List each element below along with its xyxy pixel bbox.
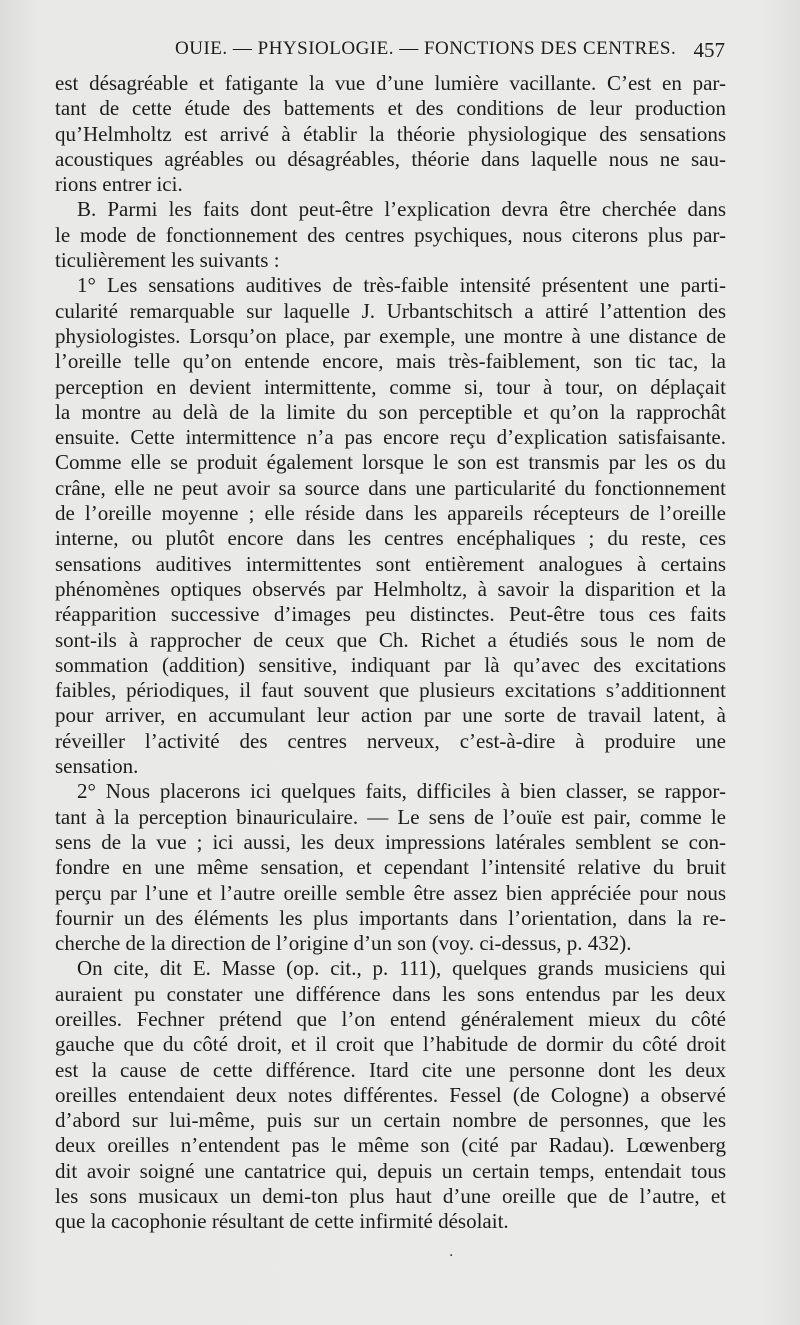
text-line: pour arriver, en accumulant leur action par une sorte de travail latent, à bbox=[55, 703, 726, 728]
text-line: crâne, elle ne peut avoir sa source dans une particularité du fonctionnement bbox=[55, 475, 726, 500]
text-line: sensations auditives intermittentes sont entièrement analogues à certains bbox=[55, 551, 726, 576]
text-line: fournir un des éléments les plus importants dans l’orientation, dans la re- bbox=[55, 905, 726, 930]
text-line: Comme elle se produit également lorsque le son est transmis par les os du bbox=[55, 450, 726, 475]
text-line: oreilles. Fechner prétend que l’on entend généralement mieux du côté bbox=[55, 1006, 726, 1031]
text-line: dit avoir soigné une cantatrice qui, depuis un certain temps, entendait tous bbox=[55, 1158, 726, 1183]
text-line: auraient pu constater une différence dans les sons entendus par les deux bbox=[55, 981, 726, 1006]
text-line: ticulièrement les suivants : bbox=[55, 248, 280, 273]
text-line: cherche de la direction de l’origine d’un son (voy. ci-dessus, p. 432). bbox=[55, 931, 632, 956]
text-line: réveiller l’activité des centres nerveux, c’est-à-dire à produire une bbox=[55, 728, 726, 753]
text-line: d’abord sur lui-même, puis sur un certain nombre de personnes, que les bbox=[55, 1108, 726, 1133]
text-line: 1° Les sensations auditives de très-faible intensité présentent une parti- bbox=[77, 273, 726, 298]
text-line: la montre au delà de la limite du son perceptible et qu’on la rapprochât bbox=[55, 399, 726, 424]
text-line: rions entrer ici. bbox=[55, 172, 183, 197]
text-line: sommation (addition) sensitive, indiquant par là qu’avec des excitations bbox=[55, 652, 726, 677]
text-line: l’oreille telle qu’on entende encore, mais très-faiblement, son tic tac, la bbox=[55, 349, 726, 374]
text-line: gauche que du côté droit, et il croit que l’habitude de dormir du côté droit bbox=[55, 1032, 726, 1057]
text-line: On cite, dit E. Masse (op. cit., p. 111), quelques grands musiciens qui bbox=[77, 956, 726, 981]
text-line: perçu par l’une et l’autre oreille semble être assez bien appréciée pour nous bbox=[55, 880, 726, 905]
running-head: OUIE. — PHYSIOLOGIE. — FONCTIONS DES CENTRES. bbox=[175, 38, 677, 59]
text-line: fondre en une même sensation, et cependant l’intensité relative du bruit bbox=[55, 855, 726, 880]
text-line: interne, ou plutôt encore dans les centres encéphaliques ; du reste, ces bbox=[55, 526, 726, 551]
body-text bbox=[55, 71, 726, 1235]
text-line: oreilles entendaient deux notes différentes. Fessel (de Cologne) a observé bbox=[55, 1082, 726, 1107]
text-line: est désagréable et fatigante la vue d’une lumière vacillante. C’est en par- bbox=[55, 71, 726, 95]
ink-speck: · bbox=[449, 1248, 454, 1264]
page-number: 457 bbox=[693, 38, 725, 62]
text-line: est la cause de cette différence. Itard cite une personne dont les deux bbox=[55, 1057, 726, 1082]
text-line: phénomènes optiques observés par Helmholtz, à savoir la disparition et la bbox=[55, 576, 726, 601]
page-header bbox=[55, 38, 725, 68]
text-line: sont-ils à rapprocher de ceux que Ch. Richet a étudiés sous le nom de bbox=[55, 627, 726, 652]
text-line: que la cacophonie résultant de cette infirmité désolait. bbox=[55, 1209, 509, 1234]
text-line: physiologistes. Lorsqu’on place, par exemple, une montre à une distance de bbox=[55, 323, 726, 348]
text-line: faibles, périodiques, il faut souvent que plusieurs excitations s’additionnent bbox=[55, 678, 726, 703]
text-line: tant de cette étude des battements et des conditions de leur production bbox=[55, 96, 726, 121]
text-line: acoustiques agréables ou désagréables, théorie dans laquelle nous ne sau- bbox=[55, 146, 726, 171]
text-line: le mode de fonctionnement des centres psychiques, nous citerons plus par- bbox=[55, 222, 726, 247]
text-line: qu’Helmholtz est arrivé à établir la théorie physiologique des sensations bbox=[55, 121, 726, 146]
text-line: tant à la perception binauriculaire. — Le sens de l’ouïe est pair, comme le bbox=[55, 804, 726, 829]
text-line: sens de la vue ; ici aussi, les deux impressions latérales semblent se con- bbox=[55, 829, 726, 854]
text-line: perception en devient intermittente, comme si, tour à tour, on déplaçait bbox=[55, 374, 726, 399]
text-line: réapparition successive d’images peu distinctes. Peut-être tous ces faits bbox=[55, 602, 726, 627]
text-line: cularité remarquable sur laquelle J. Urbantschitsch a attiré l’attention des bbox=[55, 298, 726, 323]
text-line: ensuite. Cette intermittence n’a pas encore reçu d’explication satisfaisante. bbox=[55, 425, 726, 450]
text-line: deux oreilles n’entendent pas le même son (cité par Radau). Lœwenberg bbox=[55, 1133, 726, 1158]
text-line: B. Parmi les faits dont peut-être l’explication devra être cherchée dans bbox=[77, 197, 726, 222]
text-line: sensation. bbox=[55, 754, 139, 779]
text-line: les sons musicaux un demi-ton plus haut d’une oreille que de l’autre, et bbox=[55, 1184, 726, 1209]
text-line: 2° Nous placerons ici quelques faits, difficiles à bien classer, se rappor- bbox=[77, 779, 726, 804]
text-line: de l’oreille moyenne ; elle réside dans les appareils récepteurs de l’oreille bbox=[55, 501, 726, 526]
